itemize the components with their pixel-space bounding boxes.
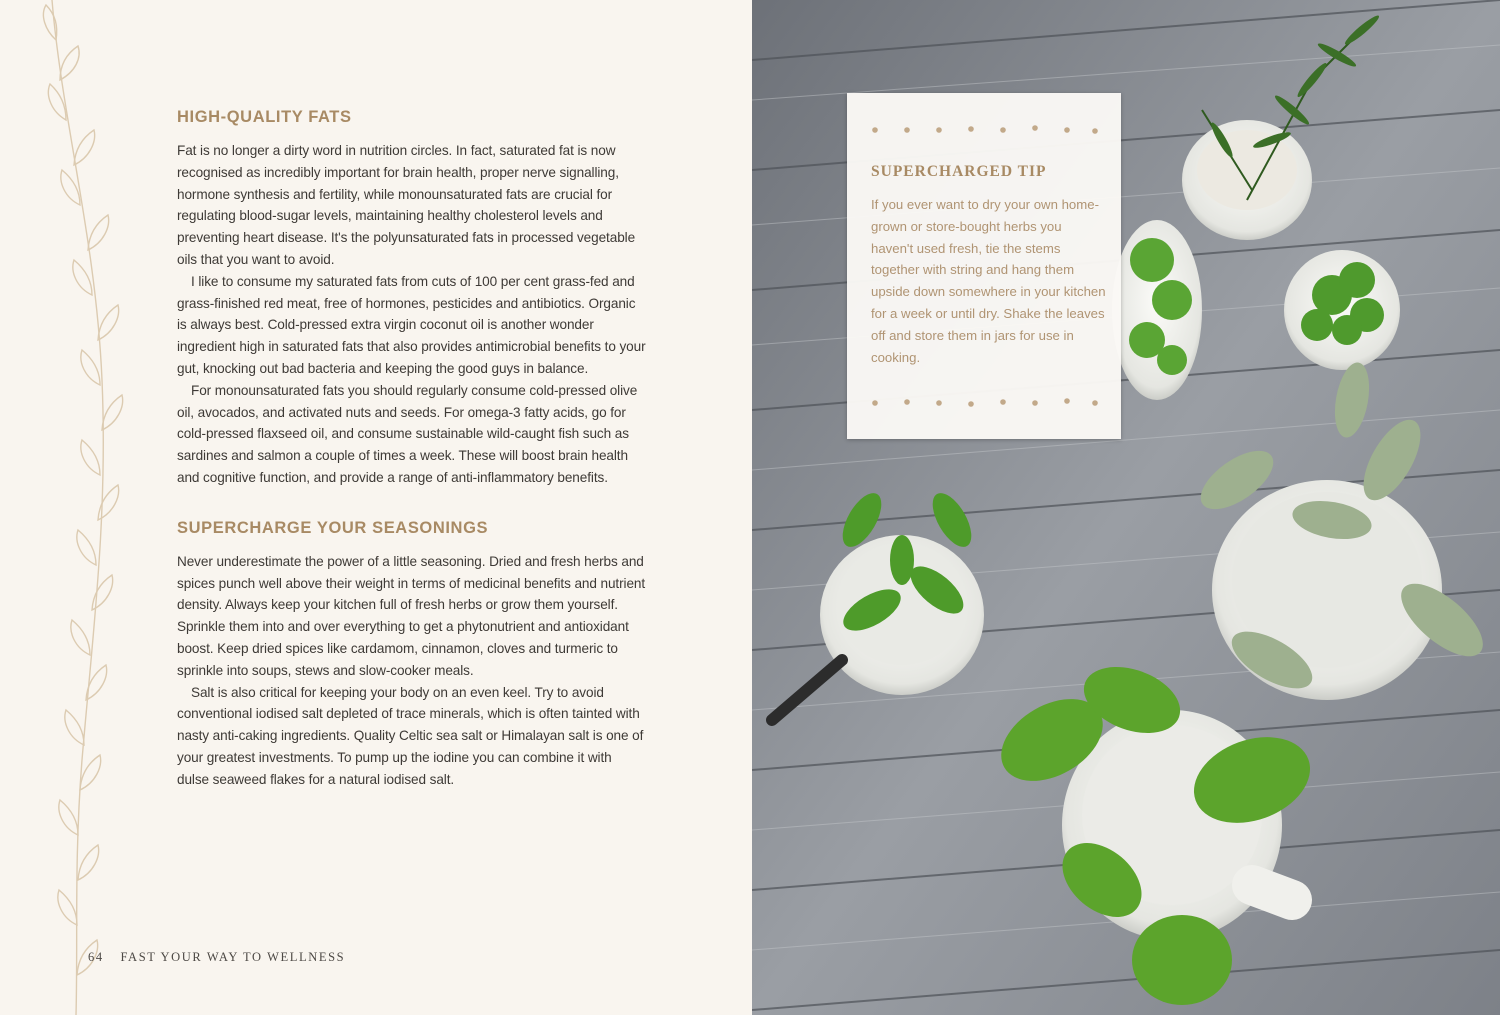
page-number: 64 <box>88 950 104 964</box>
page-footer <box>88 950 345 965</box>
vine-decoration-icon <box>0 0 140 1015</box>
section-seasonings <box>177 519 647 791</box>
paragraph: Fat is no longer a dirty word in nutrition circles. In fact, saturated fat is now recognised as incredibly important for brain health, proper nerve signalling, hormone synthesis and fertility, while monounsaturated fats are crucial for regulating blood-sugar levels, maintaining healthy cholesterol levels and preventing heart disease. It's the polyunsaturated fats in processed vegetable oils that you want to avoid. <box>177 143 636 267</box>
tip-title: SUPERCHARGED TIP <box>871 163 1047 180</box>
article-content <box>177 108 647 791</box>
paragraph: I like to consume my saturated fats from cuts of 100 per cent grass-fed and grass-finished red meat, free of hormones, pesticides and antibiotics. Organic is always best. Cold-pressed extra virgin coconut oil is another wonder ingredient high in saturated fats that also provides antimicrobial benefits to your gut, knocking out bad bacteria and keeping the good guys in balance. <box>177 273 646 376</box>
tip-body: If you ever want to dry your own home-grown or store-bought herbs you haven't used fresh, tie the stems together with string and hang them upside down somewhere in your kitchen for a week or until dry. Shake the leaves off and store them in jars for use in cooking. <box>871 197 1106 365</box>
section-heading-fats: HIGH-QUALITY FATS <box>177 108 352 126</box>
dots-divider-icon <box>869 123 1099 135</box>
right-page <box>752 0 1500 1015</box>
tip-card <box>847 93 1121 439</box>
section-heading-seasonings: SUPERCHARGE YOUR SEASONINGS <box>177 518 489 537</box>
paragraph: Salt is also critical for keeping your body on an even keel. Try to avoid conventional iodised salt depleted of trace minerals, which is often tainted with nasty anti-caking ingredients. Quality Celtic sea salt or Himalayan salt is one of your greatest investments. To pump up the iodine you can combine it with dulse seaweed flakes for a natural iodised salt. <box>177 684 644 787</box>
dots-divider-icon <box>869 396 1099 408</box>
paragraph: For monounsaturated fats you should regularly consume cold-pressed olive oil, avocados, and activated nuts and seeds. For omega-3 fatty acids, go for cold-pressed flaxseed oil, and consume sustainable wild-caught fish such as sardines and salmon a couple of times a week. These will boost brain health and cognitive function, and provide a range of anti-inflammatory benefits. <box>177 382 638 485</box>
book-title: FAST YOUR WAY TO WELLNESS <box>120 950 346 964</box>
paragraph: Never underestimate the power of a little seasoning. Dried and fresh herbs and spices punch well above their weight in terms of medicinal benefits and nutrient density. Always keep your kitchen full of fresh herbs or grow them yourself. Sprinkle them into and over everything to get a phytonutrient and antioxidant boost. Keep dried spices like cardamom, cinnamon, cloves and turmeric to sprinkle into soups, stews and slow-cooker meals. <box>177 553 646 678</box>
